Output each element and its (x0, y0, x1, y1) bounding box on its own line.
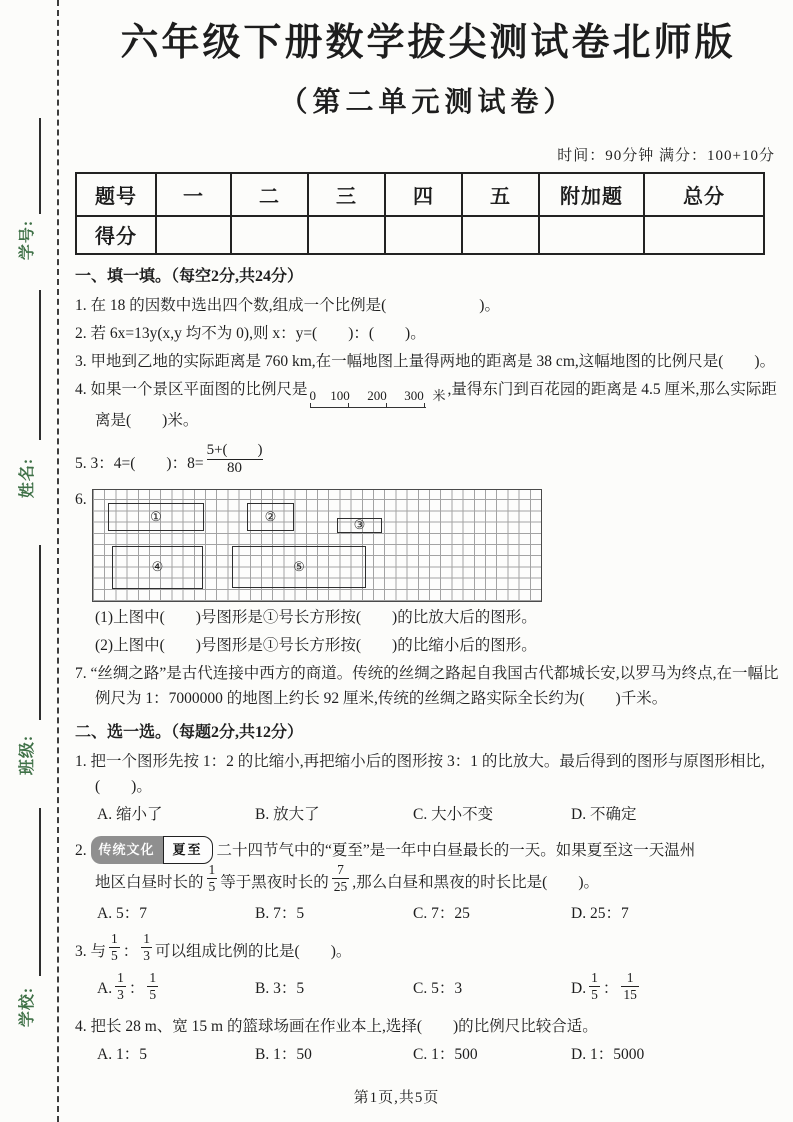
option-d: D. 不确定 (571, 805, 637, 823)
name-label: 姓名: (19, 457, 36, 499)
score-row-label: 得分 (76, 216, 156, 254)
solar-term-tag: 夏至 (163, 836, 213, 864)
option-d: D. 25：7 (571, 904, 629, 922)
option-c: C. 1：500 (413, 1045, 478, 1063)
choice-q2-options (97, 901, 781, 926)
fill-q6-sub1: (1)上图中( )号图形是①号长方形按( )的比放大后的图形。 (95, 608, 537, 626)
choice-q3: 3. 与 $\frac{1}{5}$ ： $\frac{1}{3}$ 可以组成比例的比是( )。 (75, 931, 352, 963)
score-table-score-row (76, 216, 764, 254)
fill-q6-sub2: (2)上图中( )号图形是①号长方形按( )的比缩小后的图形。 (95, 636, 537, 654)
score-table-col-1: 一 (156, 173, 231, 216)
option-a: A. 5：7 (97, 904, 147, 922)
score-table-col-2: 二 (231, 173, 308, 216)
choice-q4: 4. 把长 28 m、宽 15 m 的篮球场画在作业本上,选择( )的比例尺比较合适。 (75, 1017, 598, 1035)
option-a: A. 1：5 (97, 1045, 147, 1063)
time-score-info: 时间：90分钟 满分：100+10分 (557, 147, 775, 164)
score-cell (385, 216, 462, 254)
score-table (75, 172, 765, 255)
choice-q1: 1. 把一个图形先按 1：2 的比缩小,再把缩小后的图形按 3：1 的比放大。最后得到的图形与原图形相比,( )。 (75, 752, 765, 795)
score-cell (644, 216, 764, 254)
grid-rect-1: ① (108, 503, 204, 531)
section2-heading: 二、选一选。（每题2分,共12分） (75, 723, 304, 741)
grid-rect-5: ⑤ (232, 546, 366, 588)
score-cell (156, 216, 231, 254)
score-cell (462, 216, 539, 254)
paper-title: 六年级下册数学拔尖测试卷北师版 (120, 22, 736, 64)
day-fraction: $\frac{1}{5}$ (208, 862, 216, 894)
student-id-blank-line (39, 118, 41, 214)
school-blank-line (39, 808, 41, 976)
option-a: A. 缩小了 (97, 805, 163, 823)
score-cell (539, 216, 644, 254)
option-b: B. 1：50 (255, 1045, 312, 1063)
choice-q1-options (97, 802, 781, 827)
option-c: C. 7：25 (413, 904, 470, 922)
choice-q2-line2: 地区白昼时长的 $\frac{1}{5}$ 等于黑夜时长的 $\frac{7}{25}$ ,那么白昼和黑夜的时长比是( )。 (95, 862, 599, 894)
score-table-col-4: 四 (385, 173, 462, 216)
score-cell (308, 216, 385, 254)
traditional-culture-badge: 传统文化 (91, 836, 163, 864)
option-d: D. $\frac{1}{5}$ ： $\frac{1}{15}$ (571, 970, 637, 1002)
option-d: D. 1：5000 (571, 1045, 645, 1063)
option-b: B. 7：5 (255, 904, 305, 922)
fill-q3: 3. 甲地到乙地的实际距离是 760 km,在一幅地图上量得两地的距离是 38 cm,这幅地图的比例尺是( )。 (75, 352, 776, 370)
fill-q1: 1. 在 18 的因数中选出四个数,组成一个比例是( )。 (75, 296, 500, 314)
choice-q3-options (97, 970, 781, 1008)
class-label: 班级: (19, 734, 36, 776)
map-scale-bar (310, 389, 446, 408)
option-b: B. 3：5 (255, 980, 305, 997)
grid-figure (92, 489, 542, 602)
option-a: A. $\frac{1}{3}$ ： $\frac{1}{5}$ (97, 970, 157, 1002)
class-blank-line (39, 545, 41, 720)
option-c: C. 大小不变 (413, 805, 494, 823)
name-blank-line (39, 290, 41, 440)
score-table-col-question: 题号 (76, 173, 156, 216)
q3-fraction-2: $\frac{1}{3}$ (143, 931, 151, 963)
score-table-col-total: 总分 (644, 173, 764, 216)
school-label: 学校: (19, 986, 36, 1028)
section1-heading: 一、填一填。（每空2分,共24分） (75, 267, 304, 285)
choice-q2: 2. 传统文化 夏至 二十四节气中的“夏至”是一年中白昼最长的一天。如果夏至这一天温州 (75, 836, 781, 864)
paper-subtitle: （第二单元测试卷） (279, 86, 577, 118)
fill-q5: 5. 3：4=( )：8= $\frac{5+( )}{80}$ (75, 441, 263, 476)
grid-rect-4: ④ (112, 546, 203, 589)
map-scale-ruler (310, 403, 426, 408)
fill-q4: 4. 如果一个景区平面图的比例尺是 0 100 200 300 米 ,量得东门到百花园的距离是 4.5 厘米,那么实际距离是( )米。 (75, 380, 777, 429)
fill-q6: 6. ① ② ③ ④ ⑤ (75, 489, 781, 602)
fill-q7: 7. “丝绸之路”是古代连接中西方的商道。传统的丝绸之路起自我国古代都城长安,以罗马为终点,在一幅比例尺为 1：7000000 的地图上约长 92 厘米,传统的丝绸之路实际全长约为( )千米。 (75, 664, 779, 707)
score-table-col-5: 五 (462, 173, 539, 216)
map-scale-numbers: 0 100 200 300 米 (309, 387, 446, 403)
night-fraction: $\frac{7}{25}$ (333, 862, 348, 894)
grid-rect-3: ③ (337, 518, 382, 533)
option-b: B. 放大了 (255, 805, 320, 823)
test-paper (75, 20, 781, 1067)
score-cell (231, 216, 308, 254)
seal-dashed-line (57, 0, 59, 1122)
q5-fraction: $\frac{5+( )}{80}$ (206, 441, 263, 476)
choice-q4-options (97, 1042, 781, 1067)
score-table-header-row (76, 173, 764, 216)
option-c: C. 5：3 (413, 980, 463, 997)
grid-rect-2: ② (247, 503, 294, 531)
score-table-col-bonus: 附加题 (539, 173, 644, 216)
q3-fraction-1: $\frac{1}{5}$ (111, 931, 118, 963)
student-id-label: 学号: (19, 219, 36, 261)
page-number: 第1页,共5页 (353, 1090, 440, 1106)
score-table-col-3: 三 (308, 173, 385, 216)
fill-q2: 2. 若 6x=13y(x,y 均不为 0),则 x：y=( )：( )。 (75, 324, 426, 342)
